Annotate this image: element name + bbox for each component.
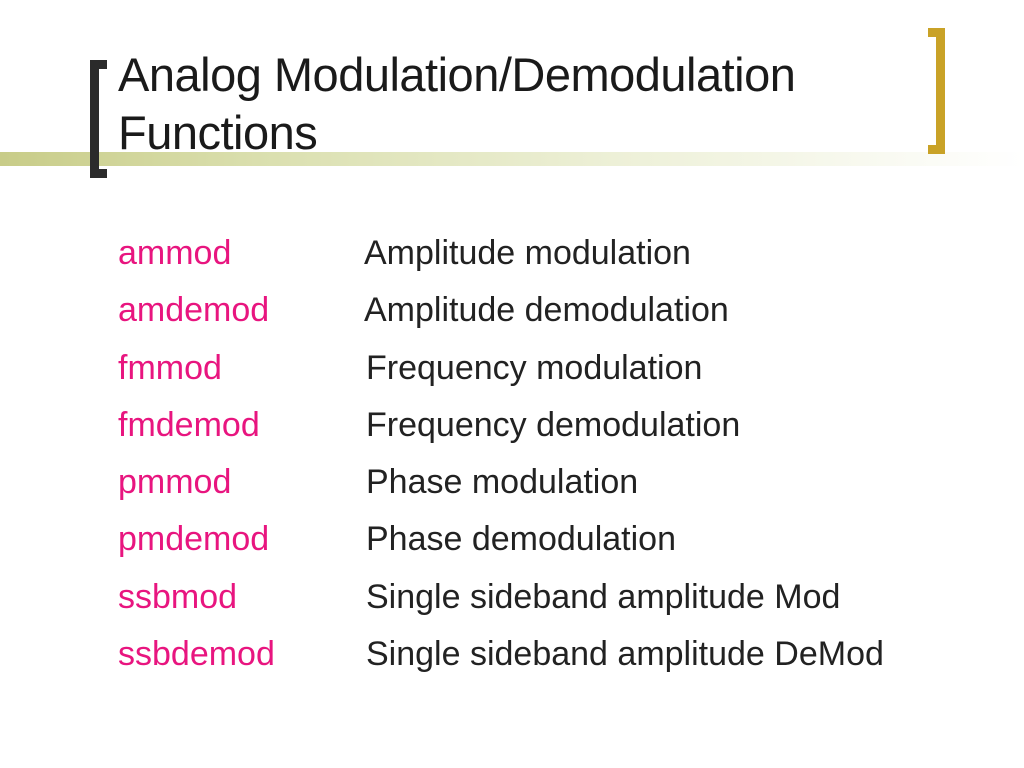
function-row [0, 511, 1024, 568]
function-row [0, 569, 1024, 626]
right-bracket-decoration [928, 28, 945, 154]
function-row [0, 225, 1024, 282]
function-name: ssbmod [118, 577, 238, 616]
function-description: Frequency modulation [366, 348, 703, 387]
function-name: ssbdemod [118, 635, 275, 674]
function-description: Frequency demodulation [366, 405, 741, 444]
function-description: Phase demodulation [366, 520, 677, 559]
slide-title-line-1: Analog Modulation/Demodulation [118, 48, 796, 101]
function-row [0, 626, 1024, 683]
left-bracket-decoration [90, 60, 107, 178]
function-name: fmmod [118, 348, 222, 387]
function-description: Single sideband amplitude Mod [366, 577, 841, 616]
function-list [0, 225, 1024, 683]
function-description: Amplitude modulation [364, 234, 691, 272]
function-description: Single sideband amplitude DeMod [366, 635, 884, 674]
function-row [0, 282, 1024, 339]
function-name: amdemod [118, 291, 270, 330]
function-row [0, 397, 1024, 454]
function-name: ammod [118, 234, 232, 272]
function-name: fmdemod [118, 405, 260, 444]
function-row [0, 454, 1024, 511]
function-description: Amplitude demodulation [364, 291, 729, 330]
slide-title-line-2: Functions [118, 106, 318, 159]
slide-title [118, 46, 918, 162]
function-description: Phase modulation [366, 463, 639, 502]
function-name: pmdemod [118, 520, 270, 559]
function-row [0, 340, 1024, 397]
function-name: pmmod [118, 463, 232, 502]
